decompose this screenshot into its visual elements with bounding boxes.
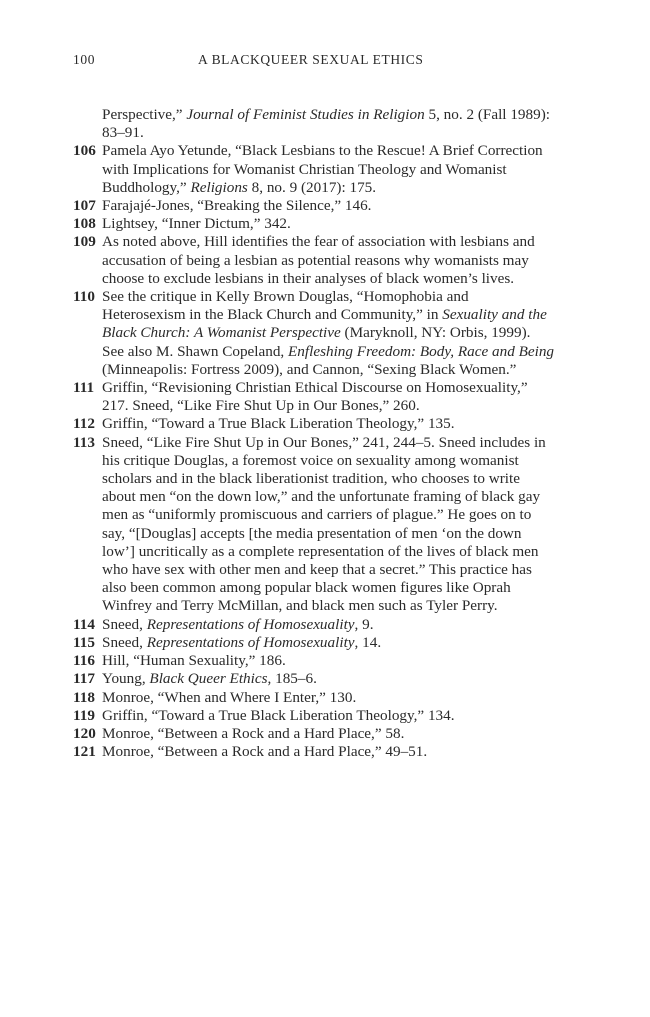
note-text-segment: 5, no. 2 (Fall 1989): 83–91. (102, 106, 550, 142)
note-text-segment: Monroe, “Between a Rock and a Hard Place,” 58. (102, 724, 405, 742)
endnote-text (102, 434, 555, 616)
italic-title: Representations of Homosexuality (146, 615, 355, 633)
endnote (73, 670, 555, 688)
note-text-segment: Griffin, “Revisioning Christian Ethical Discourse on Homosexuality,” 217. Sneed, “Like Fire Shut Up in Our Bones,” 260. (102, 379, 528, 415)
endnote (73, 142, 555, 197)
note-text-segment: Lightsey, “Inner Dictum,” 342. (102, 215, 291, 233)
endnote-number: 113 (73, 433, 95, 451)
endnote (73, 379, 555, 415)
endnote (73, 689, 555, 707)
endnote (73, 233, 555, 288)
endnote (73, 707, 555, 725)
note-text-segment: Sneed, “Like Fire Shut Up in Our Bones,” 241, 244–5. Sneed includes in his critique Douglas, a foremost voice on sexuality among womanist scholars and in the black liberationist tradition, who chooses to write about men “on the down low,” and the unfortunate framing of black gay men as “uniformly promiscuous and carriers of plague.” He goes on to say, “[Douglas] accepts [the media presentation of men ‘on the down low’] uncritically as a complete representation of the lives of black men who have sex with other men and keep that a secret.” This practice has also been common among popular black women figures like Oprah Winfrey and Terry McMillan, and black men such as Tyler Perry. (102, 433, 546, 615)
note-text-segment: See the critique in Kelly Brown Douglas, “Homophobia and Heterosexism in the Black Church and Community,” in (102, 288, 469, 324)
endnote-text (102, 233, 555, 288)
italic-title: Sexuality and the Black Church: A Womanist Perspective (102, 306, 547, 342)
endnote (73, 634, 555, 652)
note-text-segment: Griffin, “Toward a True Black Liberation Theology,” 135. (102, 415, 455, 433)
note-text-segment: Monroe, “When and Where I Enter,” 130. (102, 688, 357, 706)
endnote-text (102, 197, 555, 215)
endnote-text (102, 616, 555, 634)
note-text-segment: Sneed, (102, 633, 147, 651)
endnote-text (102, 106, 555, 142)
note-text-segment: Sneed, (102, 615, 147, 633)
note-text-segment: , 185–6. (267, 670, 317, 688)
endnote (73, 415, 555, 433)
endnote-number: 107 (73, 197, 96, 215)
endnote (73, 434, 555, 616)
endnote-text (102, 215, 555, 233)
endnote-number: 120 (73, 724, 96, 742)
endnote-number: 116 (73, 652, 95, 670)
endnote-number: 117 (73, 670, 95, 688)
note-text-segment: (Maryknoll, NY: Orbis, 1999). See also M. Shawn Copeland, (102, 324, 531, 360)
note-text-segment: Farajajé-Jones, “Breaking the Silence,” 146. (102, 197, 372, 215)
note-text-segment: Monroe, “Between a Rock and a Hard Place,” 49–51. (102, 743, 428, 761)
note-text-segment: , 14. (354, 633, 382, 651)
note-text-segment: Griffin, “Toward a True Black Liberation Theology,” 134. (102, 706, 455, 724)
endnote-number: 114 (73, 615, 95, 633)
italic-title: Enfleshing Freedom: Body, Race and Being (288, 342, 555, 360)
italic-title: Black Queer Ethics (149, 670, 268, 688)
note-text-segment: (Minneapolis: Fortress 2009), and Cannon, “Sexing Black Women.” (102, 360, 517, 378)
endnote (73, 215, 555, 233)
endnote-text (102, 288, 555, 379)
endnote (73, 652, 555, 670)
endnote-text (102, 670, 555, 688)
endnote-number: 111 (73, 379, 95, 397)
endnote-number: 121 (73, 743, 96, 761)
note-text-segment: Young, (102, 670, 150, 688)
endnote-number: 118 (73, 688, 95, 706)
endnote-text (102, 707, 555, 725)
endnote (73, 197, 555, 215)
endnote-text (102, 725, 555, 743)
endnote-number: 112 (73, 415, 95, 433)
endnote (73, 288, 555, 379)
endnote-number: 109 (73, 233, 96, 251)
endnote-number: 115 (73, 633, 95, 651)
italic-title: Journal of Feminist Studies in Religion (186, 106, 425, 123)
endnote (73, 106, 555, 142)
endnote (73, 616, 555, 634)
endnote-text (102, 634, 555, 652)
endnote-number: 119 (73, 706, 95, 724)
endnote-number: 110 (73, 288, 95, 306)
running-title: A BLACKQUEER SEXUAL ETHICS (198, 52, 424, 67)
running-head (73, 52, 553, 70)
note-text-segment: Perspective,” (102, 106, 187, 123)
note-text-segment: As noted above, Hill identifies the fear of association with lesbians and accusation of being a lesbian as potential reasons why womanists may choose to exclude lesbians in their analyses of black women’s lives. (102, 233, 535, 287)
endnote-text (102, 379, 555, 415)
note-text-segment: , 9. (354, 615, 374, 633)
italic-title: Representations of Homosexuality (146, 633, 355, 651)
note-text-segment: 8, no. 9 (2017): 175. (247, 178, 377, 196)
endnote-text (102, 415, 555, 433)
endnote-text (102, 743, 555, 761)
endnote-number: 108 (73, 215, 96, 233)
endnote-text (102, 689, 555, 707)
endnote (73, 743, 555, 761)
endnote-text (102, 652, 555, 670)
endnote-number: 106 (73, 142, 96, 160)
page-number: 100 (73, 52, 96, 67)
italic-title: Religions (190, 178, 248, 196)
endnote (73, 725, 555, 743)
endnotes-list (73, 106, 555, 761)
note-text-segment: Hill, “Human Sexuality,” 186. (102, 652, 286, 670)
endnote-text (102, 142, 555, 197)
note-text-segment: Pamela Ayo Yetunde, “Black Lesbians to the Rescue! A Brief Correction with Implications for Womanist Christian Theology and Womanist Buddhology,” (102, 142, 543, 196)
